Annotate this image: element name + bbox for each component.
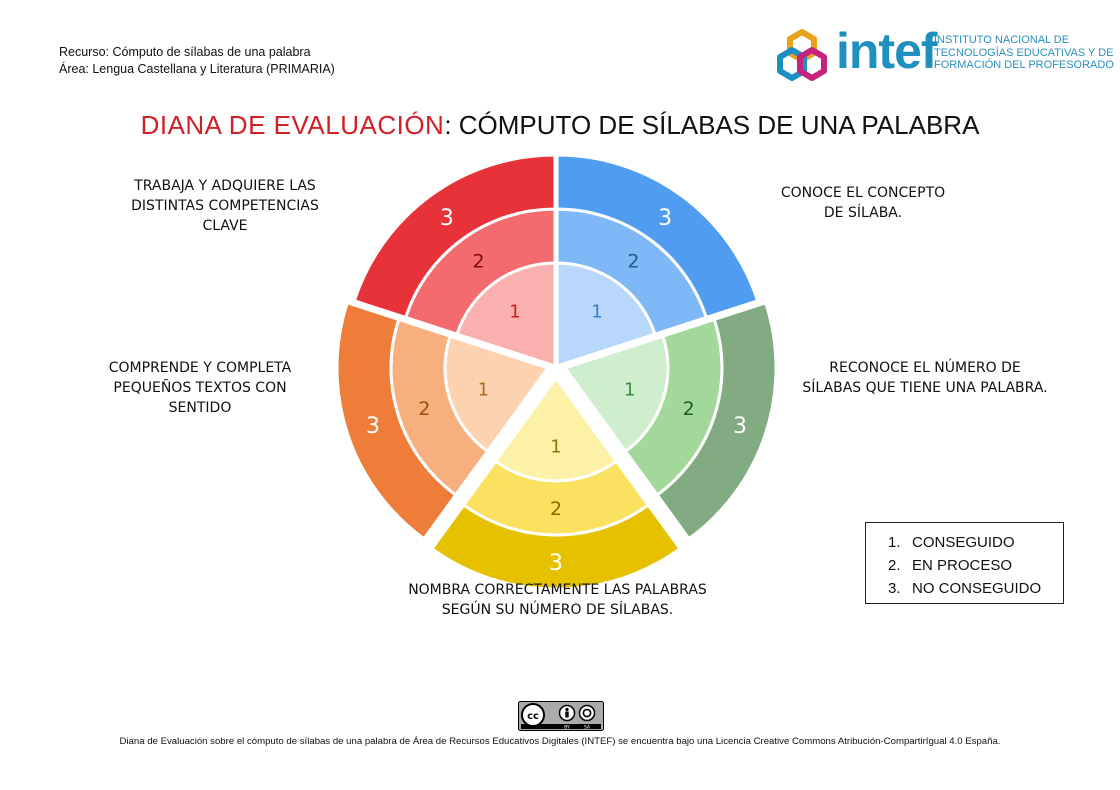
legend-item-text: EN PROCESO <box>912 557 1013 574</box>
ring-number-middle: 2 <box>682 398 695 421</box>
sector-label-line: TRABAJA Y ADQUIERE LAS <box>134 178 316 194</box>
ring-number-middle: 2 <box>418 398 431 421</box>
creative-commons-badge[interactable] <box>518 701 604 731</box>
sector-label-line: DISTINTAS COMPETENCIAS <box>131 198 319 214</box>
legend-item-number: 1. <box>888 534 901 551</box>
sector-label-line: SEGÚN SU NÚMERO DE SÍLABAS. <box>441 602 674 618</box>
area-line: Área: Lengua Castellana y Literatura (PRIMARIA) <box>59 62 335 76</box>
title-part-red: DIANA DE EVALUACIÓN <box>140 110 445 140</box>
sa-icon <box>580 706 595 721</box>
ring-number-middle: 2 <box>627 250 640 273</box>
ring-number-inner: 1 <box>550 436 562 458</box>
sector-label-line: CONOCE EL CONCEPTO <box>780 185 946 201</box>
ring-number-outer: 3 <box>732 413 747 439</box>
legend-item-text: CONSEGUIDO <box>912 534 1015 551</box>
legend-item <box>888 577 1041 600</box>
ring-number-middle: 2 <box>549 497 563 520</box>
resource-line: Recurso: Cómputo de sílabas de una palabra <box>59 45 311 59</box>
sector-label-line: DE SÍLABA. <box>823 205 903 221</box>
ring-number-outer: 3 <box>658 206 673 232</box>
sector-label-reconoce <box>770 358 1080 398</box>
sector-label-line: RECONOCE EL NÚMERO DE <box>829 360 1021 376</box>
ring-number-inner: 1 <box>591 301 603 323</box>
sector-label-nombra <box>380 580 735 620</box>
license-text: Diana de Evaluación sobre el cómputo de sílabas de una palabra de Área de Recursos Educativos Digitales (INTEF) se encuentra bajo una Licencia Creative Commons Atribución-CompartirIgual 4.0 España. <box>119 736 1001 747</box>
legend-item <box>888 531 1041 554</box>
cc-icon-text: cc <box>527 711 539 722</box>
legend-item-number: 3. <box>888 580 901 597</box>
sector-label-line: CLAVE <box>202 218 248 234</box>
intef-subtitle-line: FORMACIÓN DEL PROFESORADO <box>934 59 1114 71</box>
ring-number-outer: 3 <box>439 206 454 232</box>
sector-label-line: PEQUEÑOS TEXTOS CON <box>113 380 287 396</box>
sector-label-line: NOMBRA CORRECTAMENTE LAS PALABRAS <box>408 582 707 598</box>
sector-label-concepto <box>743 183 983 223</box>
title-part-black: : CÓMPUTO DE SÍLABAS DE UNA PALABRA <box>444 110 980 140</box>
sector-label-comprende <box>70 358 330 418</box>
sa-label: SA <box>583 725 591 731</box>
ring-number-inner: 1 <box>623 379 636 401</box>
by-label: BY <box>564 725 570 731</box>
ring-number-inner: 1 <box>509 301 521 323</box>
ring-number-middle: 2 <box>472 250 485 273</box>
sector-label-line: SÍLABAS QUE TIENE UNA PALABRA. <box>802 380 1048 396</box>
by-icon-head <box>565 708 568 711</box>
legend <box>865 522 1064 604</box>
intef-subtitle-line: INSTITUTO NACIONAL DE <box>934 34 1070 46</box>
sector-label-line: SENTIDO <box>168 400 232 416</box>
intef-wordmark: intef <box>836 23 937 79</box>
by-icon-body <box>565 712 568 718</box>
sector-label-line: COMPRENDE Y COMPLETA <box>108 360 292 376</box>
intef-subtitle-line: TECNOLOGÍAS EDUCATIVAS Y DE <box>934 46 1114 59</box>
legend-item-number: 2. <box>888 557 901 574</box>
ring-number-inner: 1 <box>477 379 490 401</box>
ring-number-outer: 3 <box>366 413 381 439</box>
legend-item-text: NO CONSEGUIDO <box>912 580 1042 597</box>
ring-number-outer: 3 <box>549 550 563 576</box>
sector-label-competencias <box>95 176 355 236</box>
legend-item <box>888 554 1041 577</box>
